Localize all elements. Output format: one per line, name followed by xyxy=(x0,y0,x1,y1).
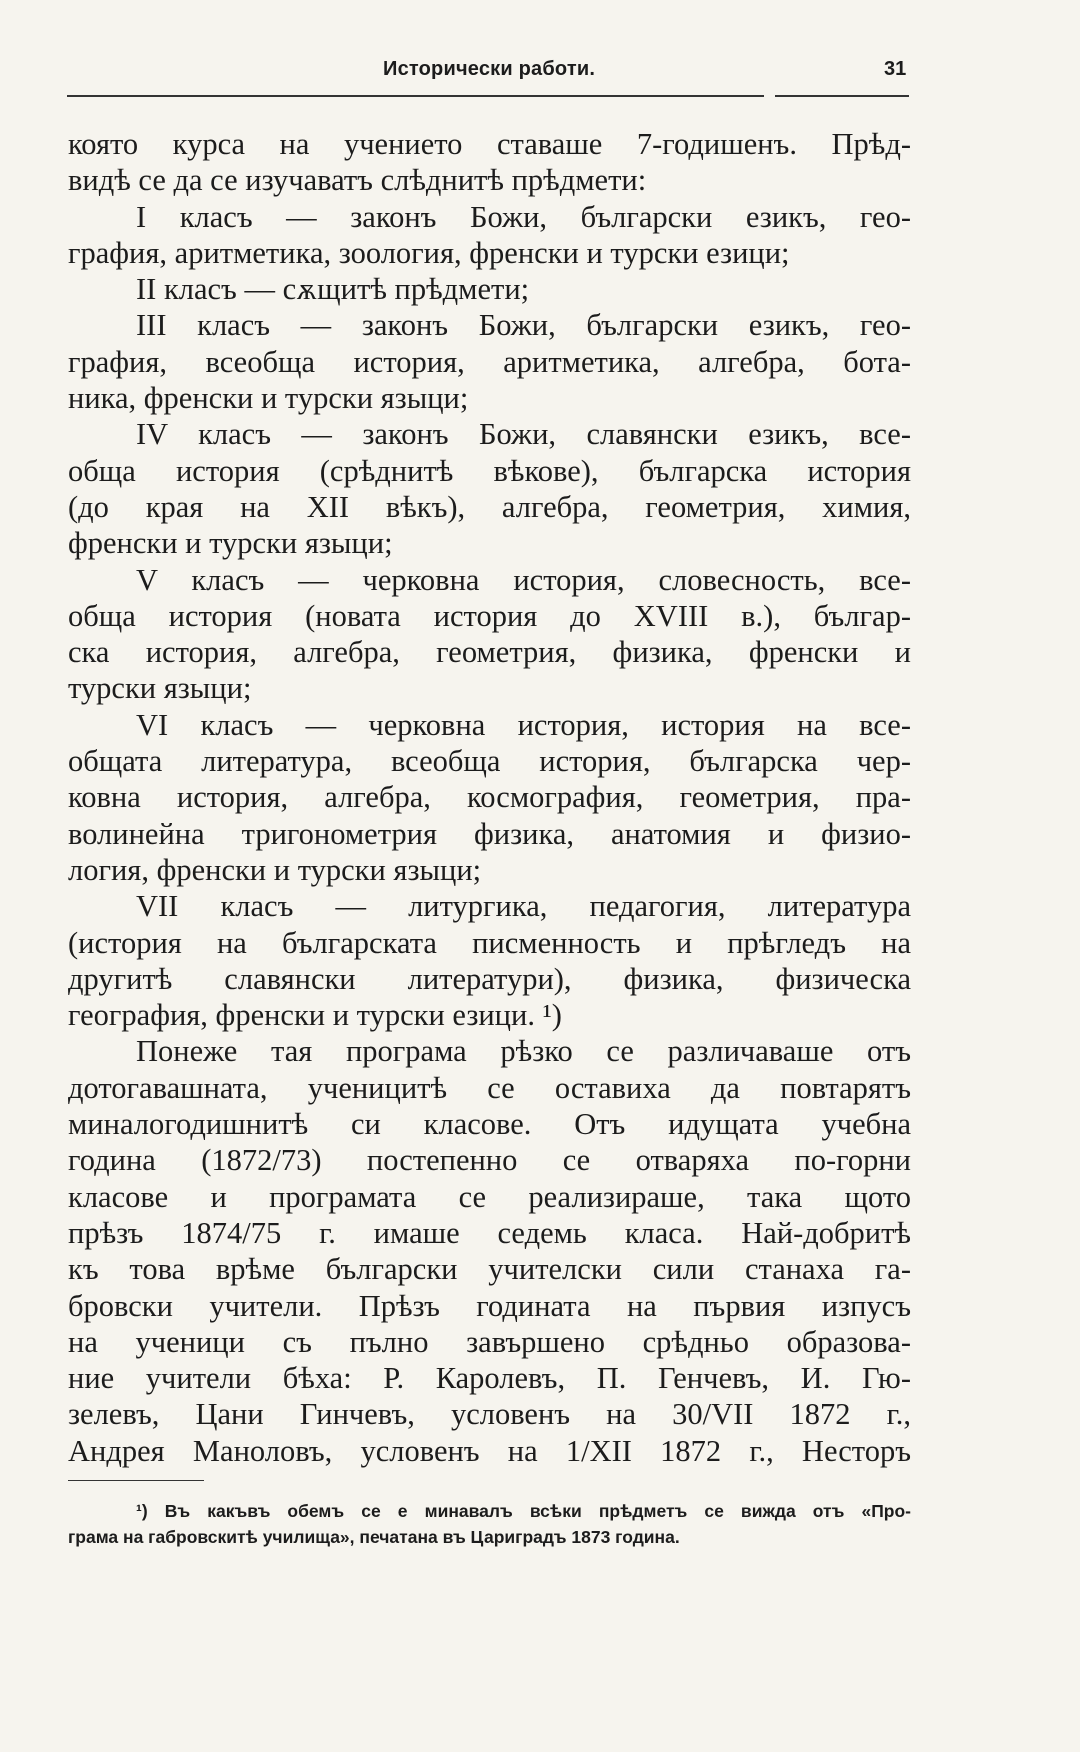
text-line: (до края на XII вѣкъ), алгебра, геометрия, химия, xyxy=(68,489,911,524)
header-rule xyxy=(67,95,764,97)
text-line: къ това врѣме български учителски сили станаха га- xyxy=(68,1252,911,1287)
text-line: география, френски и турски езици. ¹) xyxy=(68,998,562,1033)
text-line: графия, аритметика, зоология, френски и турски езици; xyxy=(68,235,790,270)
text-line: обща история (срѣднитѣ вѣкове), българска история xyxy=(68,453,911,488)
footnote-line: грама на габровскитѣ училища», печатана въ Цариградъ 1873 година. xyxy=(68,1527,680,1547)
text-line: II класъ — сѫщитѣ прѣдмети; xyxy=(136,272,530,307)
text-line: дотогавашната, ученицитѣ се оставиха да повтарятъ xyxy=(68,1070,911,1105)
text-line: турски языци; xyxy=(68,671,252,706)
page-number: 31 xyxy=(884,58,907,80)
text-line: зелевъ, Цани Гинчевъ, условенъ на 30/VII 1872 г., xyxy=(68,1397,911,1432)
text-line: III класъ — законъ Божи, български езикъ, гео- xyxy=(136,308,911,343)
text-line: I класъ — законъ Божи, български езикъ, гео- xyxy=(136,199,911,234)
text-line: ние учители бѣха: Р. Каролевъ, П. Генчевъ, И. Гю- xyxy=(68,1361,911,1396)
text-line: (история на българската писменность и прѣгледъ на xyxy=(68,925,911,960)
text-line: френски и турски языци; xyxy=(68,526,393,561)
text-line: V класъ — черковна история, словесность, все- xyxy=(136,562,911,597)
text-line: графия, всеобща история, аритметика, алгебра, бота- xyxy=(68,344,911,379)
running-header-title: Исторически работи. xyxy=(383,58,596,80)
text-line: логия, френски и турски языци; xyxy=(68,852,482,887)
text-line: ковна история, алгебра, космография, геометрия, пра- xyxy=(68,780,911,815)
text-line: класове и програмата се реализираше, така щото xyxy=(68,1179,911,1214)
text-line: която курса на учението ставаше 7-годишенъ. Прѣд- xyxy=(68,127,911,161)
text-line: VII класъ — литургика, педагогия, литература xyxy=(136,889,911,924)
footnote-line: ¹) Въ какъвъ обемъ се е минавалъ всѣки прѣдметъ се вижда отъ «Про- xyxy=(136,1501,911,1521)
text-line: IV класъ — законъ Божи, славянски езикъ, все- xyxy=(136,417,911,452)
text-line: другитѣ славянски литератури), физика, физическа xyxy=(68,961,911,996)
text-line: прѣзъ 1874/75 г. имаше седемь класа. Най-добритѣ xyxy=(68,1215,911,1250)
text-line: ска история, алгебра, геометрия, физика, френски и xyxy=(68,635,911,670)
text-line: VI класъ — черковна история, история на все- xyxy=(136,707,911,742)
footnote-separator xyxy=(68,1480,204,1481)
text-line: Понеже тая програма рѣзко се различаваше отъ xyxy=(136,1034,911,1069)
text-line: бровски учители. Прѣзъ годината на първия изпусъ xyxy=(68,1288,911,1323)
header-rule-right xyxy=(775,95,909,97)
text-line: видѣ се да се изучаватъ слѣднитѣ прѣдмети: xyxy=(68,163,647,198)
text-line: обща история (новата история до XVIII в.), българ- xyxy=(68,598,911,633)
text-line: волинейна тригонометрия физика, анатомия и физио- xyxy=(68,816,911,851)
text-line: на ученици съ пълно завършено срѣдньо образова- xyxy=(68,1324,911,1359)
body-text xyxy=(68,126,911,1469)
text-line: общата литература, всеобща история, българска чер- xyxy=(68,744,911,779)
text-line: година (1872/73) постепенно се отваряха по-горни xyxy=(68,1143,911,1178)
footnotes xyxy=(68,1498,911,1550)
text-line: миналогодишнитѣ си класове. Отъ идущата учебна xyxy=(68,1107,911,1142)
text-line: ника, френски и турски языци; xyxy=(68,381,469,416)
text-line: Андрея Маноловъ, условенъ на 1/XII 1872 г., Несторъ xyxy=(68,1433,911,1468)
